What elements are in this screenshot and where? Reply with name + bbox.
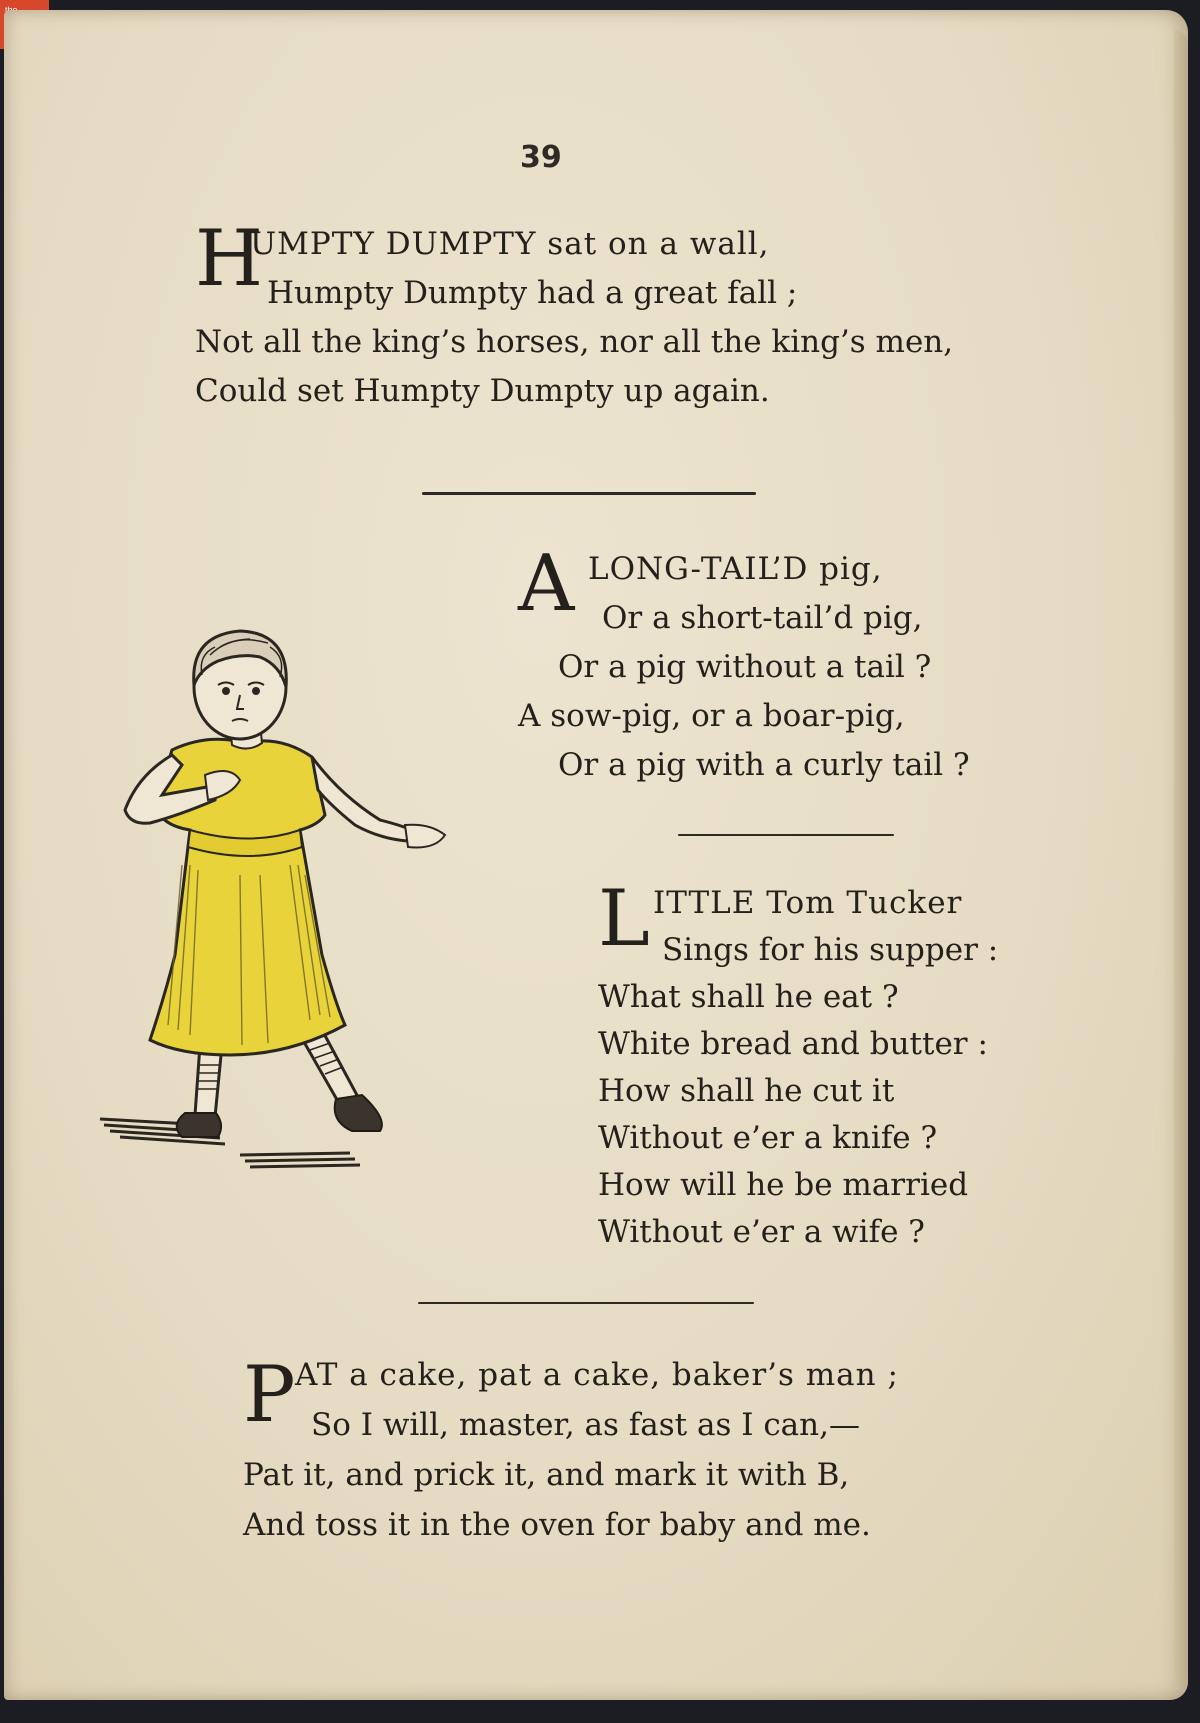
poem-line: So I will, master, as fast as I can,—: [311, 1407, 860, 1443]
dropcap: P: [243, 1350, 296, 1440]
poem-long-taild-pig: [518, 539, 970, 790]
poem-line: What shall he eat ?: [598, 979, 899, 1015]
poem-line: White bread and butter :: [598, 1026, 988, 1062]
poem-line: LONG-TAIL’D pig,: [588, 551, 883, 587]
ground-shadow: [100, 1119, 360, 1167]
poem-line: Humpty Dumpty had a great fall ;: [267, 275, 798, 311]
right-hand: [405, 825, 445, 848]
poem-line: Not all the king’s horses, nor all the king’s men,: [195, 324, 954, 360]
poem-line: Or a short-tail’d pig,: [602, 600, 923, 636]
divider-rule: [422, 492, 756, 495]
poem-line: ITTLE Tom Tucker: [653, 885, 963, 921]
poem-line: Sings for his supper :: [662, 932, 999, 968]
left-shoe: [177, 1113, 221, 1137]
dropcap: A: [518, 539, 575, 629]
right-shoe: [335, 1095, 382, 1131]
poem-humpty-dumpty: [195, 214, 954, 416]
poem-line: And toss it in the oven for baby and me.: [243, 1507, 871, 1543]
page-edge: [1174, 30, 1188, 1690]
poem-line: Pat it, and prick it, and mark it with B,: [243, 1457, 850, 1493]
poem-line: Or a pig without a tail ?: [558, 649, 932, 685]
poem-line: UMPTY DUMPTY sat on a wall,: [250, 226, 770, 262]
dropcap: H: [195, 214, 264, 304]
right-arm: [312, 757, 412, 841]
dropcap: L: [598, 874, 650, 964]
poem-little-tom-tucker: [598, 874, 999, 1256]
poem-line: How shall he cut it: [598, 1073, 895, 1109]
poem-pat-a-cake: [243, 1350, 899, 1550]
child-in-yellow-dress-illustration: [90, 625, 470, 1185]
poem-line: Could set Humpty Dumpty up again.: [195, 373, 770, 409]
divider-rule: [418, 1302, 754, 1304]
poem-line: Or a pig with a curly tail ?: [558, 747, 970, 783]
divider-rule: [678, 834, 894, 836]
poem-line: A sow-pig, or a boar-pig,: [518, 698, 905, 734]
poem-line: How will he be married: [598, 1167, 969, 1203]
poem-line: Without e’er a knife ?: [598, 1120, 938, 1156]
poem-line: Without e’er a wife ?: [598, 1214, 925, 1250]
page-number: 39: [520, 140, 562, 175]
poem-line: AT a cake, pat a cake, baker’s man ;: [295, 1357, 899, 1393]
